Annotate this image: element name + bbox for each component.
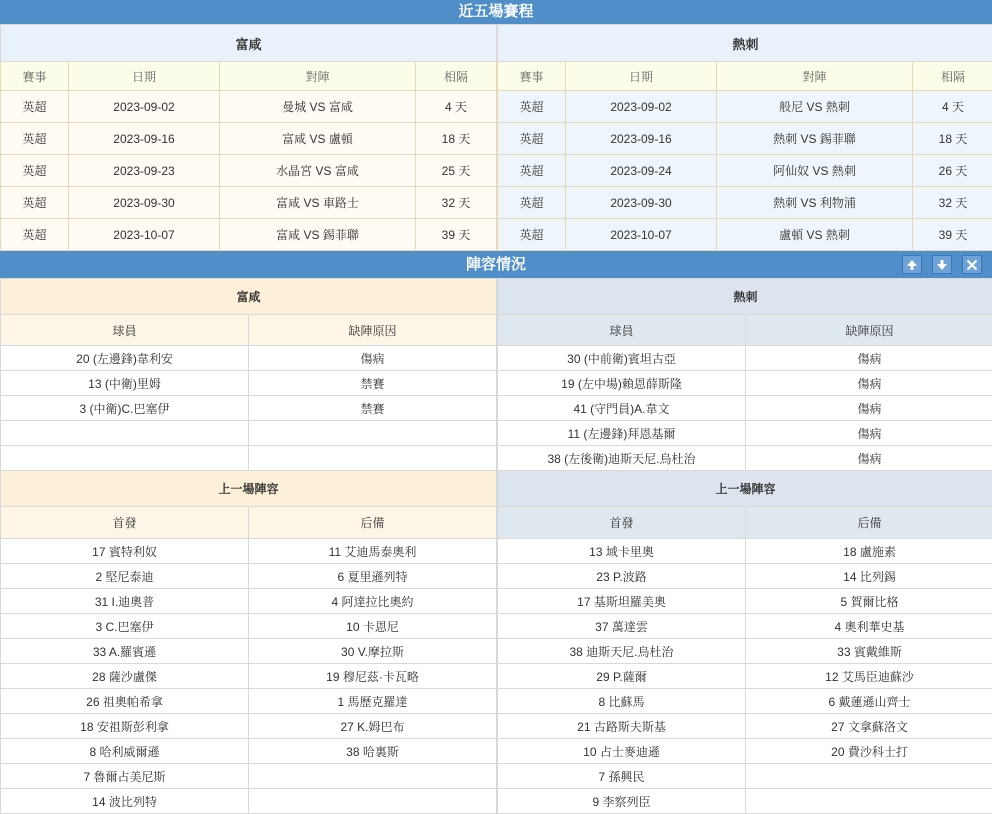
table-row <box>1 539 497 564</box>
reason-cell: 禁賽 <box>249 371 497 396</box>
col-header-reason: 缺陣原因 <box>249 315 497 346</box>
match-cell: 富咸 VS 盧頓 <box>220 123 416 155</box>
player-cell: 41 (守門員)A.韋文 <box>498 396 746 421</box>
table-row <box>1 446 497 471</box>
schedule-table-right <box>497 24 992 251</box>
starter-cell: 29 P.薩爾 <box>498 664 746 689</box>
starter-cell: 26 祖奧帕希拿 <box>1 689 249 714</box>
reason-cell: 傷病 <box>746 346 992 371</box>
reason-cell <box>249 421 497 446</box>
team-name: 熱刺 <box>498 25 992 62</box>
prev-lineup-title: 上一場陣容 <box>498 471 992 507</box>
lineup-section-title: 陣容情況 <box>465 256 526 273</box>
starter-cell: 23 P.波路 <box>498 564 746 589</box>
prev-lineup-header <box>1 507 497 539</box>
substitute-cell: 12 艾馬臣迪蘇沙 <box>746 664 992 689</box>
match-cell: 阿仙奴 VS 熱刺 <box>717 155 913 187</box>
starter-cell: 33 A.羅賓遜 <box>1 639 249 664</box>
table-row <box>498 614 992 639</box>
table-row <box>498 689 992 714</box>
starter-cell: 17 基斯坦羅美奧 <box>498 589 746 614</box>
table-row <box>1 564 497 589</box>
table-row <box>498 639 992 664</box>
col-header-substitutes: 后備 <box>746 507 992 539</box>
player-cell: 19 (左中場)賴恩薛斯隆 <box>498 371 746 396</box>
table-row <box>1 346 497 371</box>
team-name: 富咸 <box>1 279 497 315</box>
player-cell: 11 (左邊鋒)拜恩基爾 <box>498 421 746 446</box>
match-cell: 般尼 VS 熱刺 <box>717 91 913 123</box>
gap-cell: 32 天 <box>416 187 497 219</box>
table-row <box>498 371 992 396</box>
substitute-cell <box>249 764 497 789</box>
substitute-cell: 27 K.姆巴布 <box>249 714 497 739</box>
table-row <box>1 421 497 446</box>
competition-cell: 英超 <box>498 91 566 123</box>
table-row <box>498 219 992 251</box>
player-cell: 20 (左邊鋒)韋利安 <box>1 346 249 371</box>
competition-cell: 英超 <box>498 123 566 155</box>
gap-cell: 25 天 <box>416 155 497 187</box>
reason-cell <box>249 446 497 471</box>
lineup-section-header <box>0 251 992 278</box>
col-header-starters: 首發 <box>1 507 249 539</box>
table-row <box>498 739 992 764</box>
substitute-cell: 10 卡恩尼 <box>249 614 497 639</box>
competition-cell: 英超 <box>1 155 69 187</box>
col-header-starters: 首發 <box>498 507 746 539</box>
starter-cell: 8 比蘇馬 <box>498 689 746 714</box>
substitute-cell: 14 比列錫 <box>746 564 992 589</box>
table-row <box>1 739 497 764</box>
table-row <box>1 689 497 714</box>
table-row <box>498 421 992 446</box>
table-row <box>1 589 497 614</box>
substitute-cell <box>249 789 497 814</box>
table-row <box>1 764 497 789</box>
starter-cell: 37 萬達雲 <box>498 614 746 639</box>
substitute-cell: 33 賓戴維斯 <box>746 639 992 664</box>
close-icon[interactable] <box>962 255 982 274</box>
table-row <box>1 639 497 664</box>
col-header-gap: 相隔 <box>416 62 497 91</box>
table-row <box>498 446 992 471</box>
reason-cell: 傷病 <box>746 371 992 396</box>
date-cell: 2023-09-16 <box>566 123 717 155</box>
table-row <box>1 714 497 739</box>
team-name: 熱刺 <box>498 279 992 315</box>
table-row <box>1 396 497 421</box>
date-cell: 2023-09-30 <box>69 187 220 219</box>
date-cell: 2023-10-07 <box>69 219 220 251</box>
starter-cell: 31 I.迪奧普 <box>1 589 249 614</box>
starter-cell: 8 哈利威爾遜 <box>1 739 249 764</box>
table-row <box>498 539 992 564</box>
player-cell: 30 (中前衛)賓坦古亞 <box>498 346 746 371</box>
lineup-table-right <box>497 278 992 814</box>
match-cell: 熱刺 VS 利物浦 <box>717 187 913 219</box>
starter-cell: 13 域卡里奧 <box>498 539 746 564</box>
substitute-cell: 30 V.摩拉斯 <box>249 639 497 664</box>
starter-cell: 7 孫興民 <box>498 764 746 789</box>
starter-cell: 14 波比列特 <box>1 789 249 814</box>
match-cell: 富咸 VS 錫菲聯 <box>220 219 416 251</box>
starter-cell: 3 C.巴塞伊 <box>1 614 249 639</box>
gap-cell: 18 天 <box>416 123 497 155</box>
table-row <box>498 664 992 689</box>
reason-cell: 禁賽 <box>249 396 497 421</box>
date-cell: 2023-09-16 <box>69 123 220 155</box>
table-row <box>498 346 992 371</box>
table-row <box>1 789 497 814</box>
substitute-cell: 20 費沙科士打 <box>746 739 992 764</box>
substitute-cell: 11 艾迪馬泰奧利 <box>249 539 497 564</box>
gap-cell: 39 天 <box>416 219 497 251</box>
col-header-substitutes: 后備 <box>249 507 497 539</box>
table-row <box>498 589 992 614</box>
col-header-date: 日期 <box>566 62 717 91</box>
section-controls <box>902 255 982 274</box>
table-row <box>498 91 992 123</box>
reason-cell: 傷病 <box>249 346 497 371</box>
player-cell: 3 (中衛)C.巴塞伊 <box>1 396 249 421</box>
substitute-cell: 19 穆尼茲·卡瓦略 <box>249 664 497 689</box>
schedule-table-left <box>0 24 497 251</box>
prev-lineup-title-row <box>1 471 497 507</box>
gap-cell: 32 天 <box>913 187 992 219</box>
table-row <box>498 187 992 219</box>
substitute-cell: 4 奧利華史基 <box>746 614 992 639</box>
date-cell: 2023-09-23 <box>69 155 220 187</box>
match-cell: 水晶宮 VS 富咸 <box>220 155 416 187</box>
substitute-cell: 18 盧施素 <box>746 539 992 564</box>
starter-cell: 21 古路斯夫斯基 <box>498 714 746 739</box>
lineup-table-left <box>0 278 497 814</box>
starter-cell: 18 安祖斯彭利拿 <box>1 714 249 739</box>
col-header-competition: 賽事 <box>1 62 69 91</box>
gap-cell: 26 天 <box>913 155 992 187</box>
match-cell: 盧頓 VS 熱刺 <box>717 219 913 251</box>
table-row <box>498 764 992 789</box>
substitute-cell: 6 戴蓮遜山齊士 <box>746 689 992 714</box>
player-cell <box>1 421 249 446</box>
substitute-cell <box>746 789 992 814</box>
prev-lineup-header <box>498 507 992 539</box>
col-header-match: 對陣 <box>717 62 913 91</box>
starter-cell: 9 李察列臣 <box>498 789 746 814</box>
competition-cell: 英超 <box>1 219 69 251</box>
table-row <box>498 155 992 187</box>
date-cell: 2023-10-07 <box>566 219 717 251</box>
table-row <box>498 564 992 589</box>
reason-cell: 傷病 <box>746 446 992 471</box>
table-row <box>1 123 497 155</box>
competition-cell: 英超 <box>1 123 69 155</box>
competition-cell: 英超 <box>1 187 69 219</box>
col-header-gap: 相隔 <box>913 62 992 91</box>
starter-cell: 38 迪斯天尼.烏杜治 <box>498 639 746 664</box>
arrow-down-icon[interactable] <box>932 255 952 274</box>
match-cell: 富咸 VS 車路士 <box>220 187 416 219</box>
col-header-player: 球員 <box>1 315 249 346</box>
reason-cell: 傷病 <box>746 421 992 446</box>
player-cell: 38 (左後衛)迪斯天尼.烏杜治 <box>498 446 746 471</box>
table-row <box>498 789 992 814</box>
substitute-cell: 5 賀爾比格 <box>746 589 992 614</box>
table-row <box>1 371 497 396</box>
table-row <box>498 714 992 739</box>
substitute-cell: 1 馬歷克羅達 <box>249 689 497 714</box>
table-row <box>1 91 497 123</box>
gap-cell: 18 天 <box>913 123 992 155</box>
player-cell: 13 (中衛)里姆 <box>1 371 249 396</box>
prev-lineup-title: 上一場陣容 <box>1 471 497 507</box>
starter-cell: 2 堅尼泰迪 <box>1 564 249 589</box>
starter-cell: 28 薩沙盧傑 <box>1 664 249 689</box>
match-cell: 熱刺 VS 錫菲聯 <box>717 123 913 155</box>
gap-cell: 4 天 <box>416 91 497 123</box>
schedule-tables <box>0 24 992 251</box>
table-row <box>1 187 497 219</box>
competition-cell: 英超 <box>498 155 566 187</box>
col-header-player: 球員 <box>498 315 746 346</box>
table-row <box>498 396 992 421</box>
match-cell: 曼城 VS 富咸 <box>220 91 416 123</box>
competition-cell: 英超 <box>498 187 566 219</box>
table-row <box>1 664 497 689</box>
substitute-cell: 6 夏里遜列特 <box>249 564 497 589</box>
starter-cell: 17 賓特利奴 <box>1 539 249 564</box>
col-header-reason: 缺陣原因 <box>746 315 992 346</box>
player-cell <box>1 446 249 471</box>
substitute-cell: 38 哈裏斯 <box>249 739 497 764</box>
team-name: 富咸 <box>1 25 497 62</box>
lineup-tables <box>0 278 992 814</box>
date-cell: 2023-09-30 <box>566 187 717 219</box>
schedule-section-title: 近五場賽程 <box>0 0 992 24</box>
col-header-match: 對陣 <box>220 62 416 91</box>
gap-cell: 39 天 <box>913 219 992 251</box>
prev-lineup-title-row <box>498 471 992 507</box>
gap-cell: 4 天 <box>913 91 992 123</box>
date-cell: 2023-09-02 <box>566 91 717 123</box>
arrow-up-icon[interactable] <box>902 255 922 274</box>
substitute-cell <box>746 764 992 789</box>
table-row <box>498 123 992 155</box>
substitute-cell: 27 文拿蘇洛文 <box>746 714 992 739</box>
competition-cell: 英超 <box>498 219 566 251</box>
table-row <box>1 614 497 639</box>
starter-cell: 10 占士麥迪遜 <box>498 739 746 764</box>
starter-cell: 7 魯爾占美尼斯 <box>1 764 249 789</box>
col-header-date: 日期 <box>69 62 220 91</box>
competition-cell: 英超 <box>1 91 69 123</box>
substitute-cell: 4 阿達拉比奧約 <box>249 589 497 614</box>
date-cell: 2023-09-02 <box>69 91 220 123</box>
reason-cell: 傷病 <box>746 396 992 421</box>
table-row <box>1 155 497 187</box>
date-cell: 2023-09-24 <box>566 155 717 187</box>
col-header-competition: 賽事 <box>498 62 566 91</box>
table-row <box>1 219 497 251</box>
